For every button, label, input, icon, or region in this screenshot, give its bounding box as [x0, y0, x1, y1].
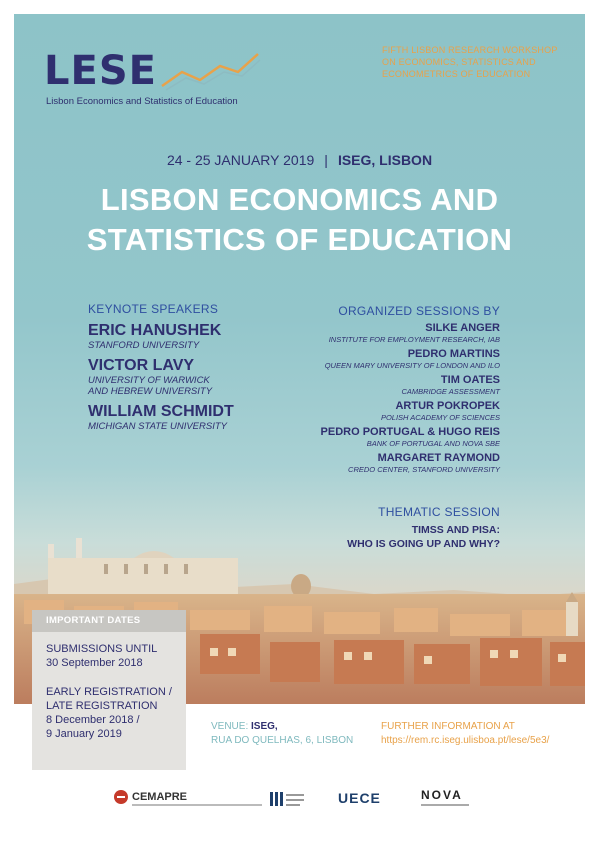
workshop-description — [382, 44, 572, 80]
lese-logo — [44, 48, 274, 108]
thematic-title-line: TIMSS AND PISA: — [411, 524, 500, 536]
speaker-affiliation: AND HEBREW UNIVERSITY — [88, 386, 213, 397]
organizer-affiliation: CREDO CENTER, STANFORD UNIVERSITY — [348, 465, 500, 474]
logo-wordmark: LESE — [44, 48, 157, 94]
nova-tagline-bar — [421, 804, 469, 806]
uece-logo: UECE — [338, 790, 381, 806]
organizer-affiliation: BANK OF PORTUGAL AND NOVA SBE — [366, 439, 500, 448]
logo-subtitle: Lisbon Economics and Statistics of Education — [46, 96, 238, 107]
iseg-logo-icon — [270, 790, 306, 810]
organizer-affiliation: INSTITUTE FOR EMPLOYMENT RESEARCH, IAB — [328, 335, 500, 344]
organizer-name: PEDRO MARTINS — [407, 348, 500, 360]
submissions-date: 30 September 2018 — [46, 657, 143, 669]
cemapre-logo — [114, 790, 187, 804]
event-dateline — [14, 152, 585, 168]
organizer-affiliation: POLISH ACADEMY OF SCIENCES — [380, 413, 500, 422]
organizer-affiliation: CAMBRIDGE ASSESSMENT — [401, 387, 500, 396]
venue-label: VENUE: — [211, 721, 249, 732]
event-title-line: STATISTICS OF EDUCATION — [86, 222, 513, 257]
speaker-affiliation: UNIVERSITY OF WARWICK — [88, 375, 210, 386]
organizer-name: MARGARET RAYMOND — [377, 452, 500, 464]
speaker-name: ERIC HANUSHEK — [88, 322, 222, 339]
registration-label: LATE REGISTRATION — [46, 700, 158, 712]
organizer-name: ARTUR POKROPEK — [395, 400, 500, 412]
registration-date: 9 January 2019 — [46, 728, 122, 740]
submissions-label: SUBMISSIONS UNTIL — [46, 643, 158, 655]
poster — [14, 14, 585, 770]
thematic-label: THEMATIC SESSION — [378, 505, 500, 519]
dateline-separator: | — [324, 152, 328, 168]
session-organizer — [284, 452, 500, 474]
cemapre-tagline-bar — [132, 804, 262, 806]
session-organizer — [284, 348, 500, 370]
event-dates: 24 - 25 JANUARY 2019 — [166, 152, 315, 168]
event-title — [14, 180, 585, 260]
nova-logo — [421, 788, 463, 802]
speaker-affiliation: MICHIGAN STATE UNIVERSITY — [88, 421, 227, 432]
organized-sessions — [284, 304, 500, 474]
important-dates-heading: IMPORTANT DATES — [32, 610, 186, 632]
workshop-line: ECONOMETRICS OF EDUCATION — [382, 69, 531, 79]
speaker-name: VICTOR LAVY — [88, 357, 195, 374]
nova-wordmark: NOVA — [421, 788, 463, 802]
workshop-line: FIFTH LISBON RESEARCH WORKSHOP — [382, 45, 558, 55]
further-label: FURTHER INFORMATION AT — [381, 721, 515, 732]
further-info — [381, 720, 549, 748]
organizer-affiliation: QUEEN MARY UNIVERSITY OF LONDON AND ILO — [324, 361, 500, 370]
event-location: ISEG, LISBON — [337, 152, 433, 168]
speaker-name: WILLIAM SCHMIDT — [88, 403, 234, 420]
session-organizer — [284, 426, 500, 448]
thematic-title-line: WHO IS GOING UP AND WHY? — [347, 538, 500, 550]
organized-label: ORGANIZED SESSIONS BY — [338, 304, 500, 318]
session-organizer — [284, 322, 500, 344]
organizer-name: SILKE ANGER — [425, 322, 500, 334]
workshop-line: ON ECONOMICS, STATISTICS AND — [382, 57, 536, 67]
sponsor-logos — [0, 784, 600, 814]
organizer-name: TIM OATES — [440, 374, 500, 386]
further-info-link[interactable]: https://rem.rc.iseg.ulisboa.pt/lese/5e3/ — [381, 735, 550, 746]
venue-info — [211, 720, 353, 748]
registration-date: 8 December 2018 / — [46, 714, 140, 726]
venue-address: RUA DO QUELHAS, 6, LISBON — [211, 735, 354, 746]
speaker-affiliation: STANFORD UNIVERSITY — [88, 340, 200, 351]
session-organizer — [284, 374, 500, 396]
organizer-name: PEDRO PORTUGAL & HUGO REIS — [320, 426, 500, 438]
keynote-label: KEYNOTE SPEAKERS — [88, 302, 219, 316]
cemapre-icon — [114, 790, 128, 804]
session-organizer — [284, 400, 500, 422]
event-title-line: LISBON ECONOMICS AND — [100, 182, 499, 217]
chart-swoosh-icon — [154, 50, 264, 92]
registration-label: EARLY REGISTRATION / — [46, 686, 172, 698]
cemapre-wordmark: CEMAPRE — [132, 791, 188, 803]
venue-name: ISEG, — [251, 721, 278, 732]
important-dates-body — [32, 632, 186, 741]
important-dates-box — [32, 610, 186, 770]
